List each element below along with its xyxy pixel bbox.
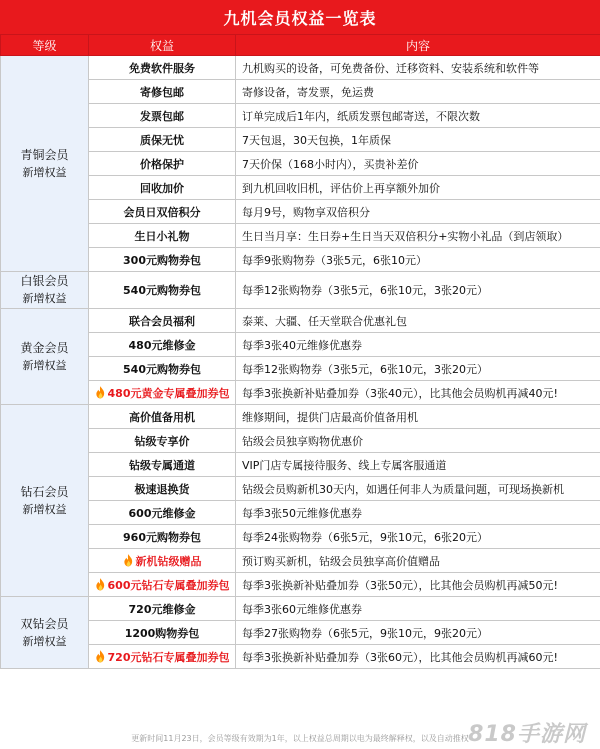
table-row bbox=[1, 56, 600, 80]
level-subtitle: 新增权益 bbox=[22, 358, 67, 372]
level-subtitle: 新增权益 bbox=[22, 292, 67, 305]
level-name: 双钻会员 bbox=[20, 616, 69, 631]
benefit-cell bbox=[89, 56, 236, 80]
benefit-label: 新机钻级赠品 bbox=[135, 554, 202, 568]
benefit-cell bbox=[89, 645, 236, 669]
table-row bbox=[1, 645, 600, 669]
content-cell: 7天包退，30天包换，1年质保 bbox=[236, 128, 600, 152]
table-row bbox=[1, 309, 600, 333]
benefit-label: 质保无忧 bbox=[140, 133, 184, 147]
header-level: 等级 bbox=[1, 35, 89, 56]
table-row bbox=[1, 597, 600, 621]
benefit-cell bbox=[89, 309, 236, 333]
benefit-cell bbox=[89, 501, 236, 525]
benefit-cell bbox=[89, 429, 236, 453]
level-name: 黄金会员 bbox=[20, 340, 69, 355]
fire-icon bbox=[95, 650, 106, 663]
fire-icon bbox=[123, 554, 134, 567]
header-content: 内容 bbox=[236, 35, 600, 56]
content-cell: VIP门店专属接待服务、线上专属客服通道 bbox=[236, 453, 600, 477]
level-cell bbox=[1, 309, 89, 405]
level-name: 青铜会员 bbox=[20, 147, 69, 162]
table-row bbox=[1, 224, 600, 248]
benefit-label: 回收加价 bbox=[140, 181, 184, 195]
table-row bbox=[1, 80, 600, 104]
benefit-label: 480元黄金专属叠加券包 bbox=[107, 386, 230, 400]
content-cell: 7天价保（168小时内），买贵补差价 bbox=[236, 152, 600, 176]
benefit-cell bbox=[89, 176, 236, 200]
benefit-cell bbox=[89, 104, 236, 128]
benefit-label: 600元维修金 bbox=[128, 506, 196, 520]
table-row bbox=[1, 333, 600, 357]
level-cell bbox=[1, 597, 89, 669]
content-cell: 每季3张换新补贴叠加券（3张60元），比其他会员购机再减60元! bbox=[236, 645, 600, 669]
benefit-cell bbox=[89, 200, 236, 224]
level-subtitle: 新增权益 bbox=[22, 502, 67, 516]
content-cell: 每季12张购物券（3张5元，6张10元，3张20元） bbox=[236, 357, 600, 381]
content-cell: 每季3张换新补贴叠加券（3张40元），比其他会员购机再减40元! bbox=[236, 381, 600, 405]
benefit-label: 联合会员福利 bbox=[129, 314, 195, 328]
table-row bbox=[1, 152, 600, 176]
benefit-cell bbox=[89, 272, 236, 309]
benefit-label: 价格保护 bbox=[140, 157, 184, 171]
footer-note: 更新时间11月23日，会员等级有效期为1年，以上权益总周期以电为最终解释权，以及自动推权 bbox=[131, 733, 469, 743]
level-cell bbox=[1, 56, 89, 272]
table-body bbox=[1, 56, 600, 669]
benefit-label: 高价值备用机 bbox=[129, 410, 195, 424]
benefit-label: 1200购物券包 bbox=[124, 626, 200, 640]
table-row bbox=[1, 453, 600, 477]
level-subtitle: 新增权益 bbox=[22, 165, 67, 179]
benefit-cell bbox=[89, 621, 236, 645]
benefit-cell bbox=[89, 453, 236, 477]
table-row bbox=[1, 248, 600, 272]
benefit-label: 960元购物券包 bbox=[123, 530, 201, 544]
content-cell: 寄修设备，寄发票，免运费 bbox=[236, 80, 600, 104]
watermark: 818手游网 bbox=[468, 722, 586, 747]
benefit-label: 钻级专享价 bbox=[134, 434, 190, 448]
content-cell: 每季3张50元维修优惠券 bbox=[236, 501, 600, 525]
benefit-label: 发票包邮 bbox=[140, 109, 184, 123]
table-row bbox=[1, 429, 600, 453]
table-row bbox=[1, 573, 600, 597]
benefit-label: 寄修包邮 bbox=[140, 85, 184, 99]
level-name: 钻石会员 bbox=[20, 484, 69, 499]
benefit-cell bbox=[89, 405, 236, 429]
benefit-label: 600元钻石专属叠加券包 bbox=[107, 578, 230, 592]
benefit-label: 720元维修金 bbox=[128, 602, 196, 616]
benefit-label: 540元购物券包 bbox=[123, 284, 201, 297]
benefit-cell bbox=[89, 152, 236, 176]
benefit-cell bbox=[89, 477, 236, 501]
header-row bbox=[1, 35, 600, 56]
benefit-label: 300元购物券包 bbox=[123, 253, 201, 267]
table-row bbox=[1, 176, 600, 200]
content-cell: 每季3张换新补贴叠加券（3张50元），比其他会员购机再减50元! bbox=[236, 573, 600, 597]
benefit-cell bbox=[89, 573, 236, 597]
content-cell: 维修期间，提供门店最高价值备用机 bbox=[236, 405, 600, 429]
content-cell: 泰莱、大疆、任天堂联合优惠礼包 bbox=[236, 309, 600, 333]
content-cell: 订单完成后1年内，纸质发票包邮寄送，不限次数 bbox=[236, 104, 600, 128]
level-subtitle: 新增权益 bbox=[22, 634, 67, 648]
benefit-cell bbox=[89, 357, 236, 381]
page-title: 九机会员权益一览表 bbox=[0, 0, 600, 34]
content-cell: 每季12张购物券（3张5元，6张10元，3张20元） bbox=[236, 272, 600, 309]
benefit-label: 会员日双倍积分 bbox=[123, 205, 201, 219]
header-benefit: 权益 bbox=[89, 35, 236, 56]
benefit-label: 钻级专属通道 bbox=[129, 458, 195, 472]
benefit-label: 720元钻石专属叠加券包 bbox=[107, 650, 230, 664]
content-cell: 九机购买的设备，可免费备份、迁移资料、安装系统和软件等 bbox=[236, 56, 600, 80]
content-cell: 钻级会员独享购物优惠价 bbox=[236, 429, 600, 453]
content-cell: 生日当月享：生日券+生日当天双倍积分+实物小礼品（到店领取） bbox=[236, 224, 600, 248]
table-row bbox=[1, 405, 600, 429]
benefit-cell bbox=[89, 525, 236, 549]
fire-icon bbox=[95, 386, 106, 399]
fire-icon bbox=[95, 578, 106, 591]
table-row bbox=[1, 357, 600, 381]
table-row bbox=[1, 501, 600, 525]
benefits-table bbox=[0, 34, 600, 669]
benefit-label: 480元维修金 bbox=[128, 338, 196, 352]
table-row bbox=[1, 381, 600, 405]
content-cell: 每季3张60元维修优惠券 bbox=[236, 597, 600, 621]
table-row bbox=[1, 621, 600, 645]
benefit-cell bbox=[89, 248, 236, 272]
benefit-cell bbox=[89, 597, 236, 621]
content-cell: 每月9号，购物享双倍积分 bbox=[236, 200, 600, 224]
table-row bbox=[1, 525, 600, 549]
content-cell: 每季24张购物券（6张5元，9张10元，6张20元） bbox=[236, 525, 600, 549]
benefit-cell bbox=[89, 381, 236, 405]
benefit-cell bbox=[89, 224, 236, 248]
benefit-label: 极速退换货 bbox=[134, 482, 190, 496]
table-row bbox=[1, 200, 600, 224]
table-row bbox=[1, 549, 600, 573]
level-cell bbox=[1, 272, 89, 309]
content-cell: 钻级会员购新机30天内，如遇任何非人为质量问题，可现场换新机 bbox=[236, 477, 600, 501]
content-cell: 每季27张购物券（6张5元，9张10元，9张20元） bbox=[236, 621, 600, 645]
level-name: 白银会员 bbox=[20, 274, 69, 288]
table-row bbox=[1, 128, 600, 152]
content-cell: 每季3张40元维修优惠券 bbox=[236, 333, 600, 357]
benefit-cell bbox=[89, 549, 236, 573]
table-row bbox=[1, 272, 600, 309]
benefit-label: 免费软件服务 bbox=[129, 61, 195, 75]
table-row bbox=[1, 477, 600, 501]
table-row bbox=[1, 104, 600, 128]
content-cell: 每季9张购物券（3张5元，6张10元） bbox=[236, 248, 600, 272]
benefit-cell bbox=[89, 80, 236, 104]
benefit-label: 生日小礼物 bbox=[134, 229, 190, 243]
content-cell: 预订购买新机，钻级会员独享高价值赠品 bbox=[236, 549, 600, 573]
content-cell: 到九机回收旧机，评估价上再享额外加价 bbox=[236, 176, 600, 200]
benefit-cell bbox=[89, 333, 236, 357]
level-cell bbox=[1, 405, 89, 597]
benefit-label: 540元购物券包 bbox=[123, 362, 201, 376]
benefit-cell bbox=[89, 128, 236, 152]
